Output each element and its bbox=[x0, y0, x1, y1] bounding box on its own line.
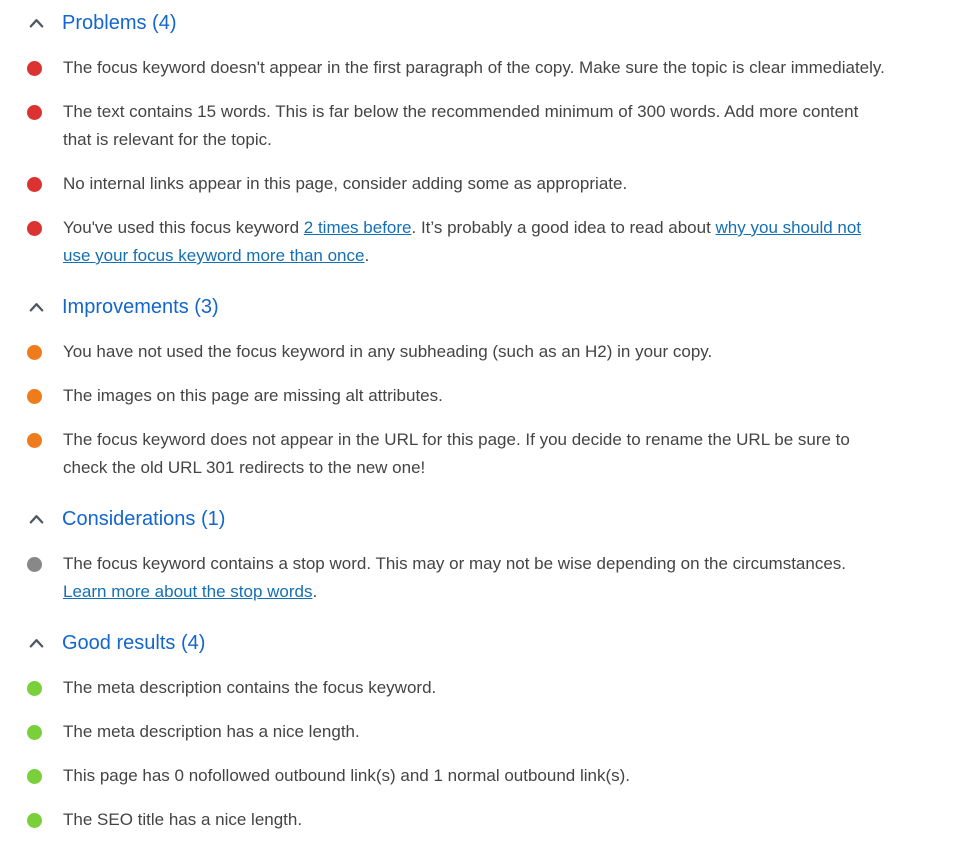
analysis-item bbox=[27, 170, 888, 198]
section-good-results bbox=[27, 630, 888, 834]
chevron-up-icon[interactable] bbox=[27, 510, 46, 529]
chevron-up-icon[interactable] bbox=[27, 14, 46, 33]
section-considerations bbox=[27, 506, 888, 606]
text-segment: The images on this page are missing alt attributes. bbox=[63, 386, 443, 405]
status-bullet-icon bbox=[27, 725, 42, 740]
analysis-item-text bbox=[63, 762, 630, 790]
text-segment: This page has 0 nofollowed outbound link(s) and 1 normal outbound link(s). bbox=[63, 766, 631, 785]
analysis-item-text bbox=[63, 382, 443, 410]
section-title[interactable]: Good results (4) bbox=[62, 632, 206, 654]
status-bullet-icon bbox=[27, 433, 42, 448]
chevron-up-icon[interactable] bbox=[27, 298, 46, 317]
inline-link[interactable]: 2 times before bbox=[303, 218, 412, 237]
status-bullet-icon bbox=[27, 557, 42, 572]
analysis-item-text bbox=[63, 718, 360, 746]
section-header-problems[interactable] bbox=[27, 10, 888, 37]
text-segment: The SEO title has a nice length. bbox=[63, 810, 303, 829]
section-header-improvements[interactable] bbox=[27, 294, 888, 321]
text-segment: The meta description has a nice length. bbox=[63, 722, 360, 741]
section-header-good-results[interactable] bbox=[27, 630, 888, 657]
analysis-item bbox=[27, 426, 888, 482]
analysis-item bbox=[27, 214, 888, 270]
section-title[interactable]: Considerations (1) bbox=[62, 508, 226, 530]
analysis-item-text bbox=[63, 426, 887, 482]
status-bullet-icon bbox=[27, 769, 42, 784]
analysis-item-text bbox=[63, 806, 302, 834]
section-title[interactable]: Improvements (3) bbox=[62, 296, 219, 318]
analysis-item bbox=[27, 382, 888, 410]
status-bullet-icon bbox=[27, 389, 42, 404]
text-segment: You've used this focus keyword bbox=[63, 218, 304, 237]
analysis-item bbox=[27, 718, 888, 746]
status-bullet-icon bbox=[27, 61, 42, 76]
text-segment: . It’s probably a good idea to read about bbox=[411, 218, 716, 237]
section-title[interactable]: Problems (4) bbox=[62, 12, 177, 34]
text-segment: . bbox=[364, 246, 370, 265]
analysis-item bbox=[27, 762, 888, 790]
text-segment: The text contains 15 words. This is far below the recommended minimum of 300 words. Add more content that is relevant for the topic. bbox=[63, 102, 859, 149]
section-header-considerations[interactable] bbox=[27, 506, 888, 533]
status-bullet-icon bbox=[27, 105, 42, 120]
inline-link[interactable]: why you should not use your focus keyword more than once bbox=[63, 218, 862, 265]
analysis-item-text bbox=[63, 338, 712, 366]
status-bullet-icon bbox=[27, 681, 42, 696]
status-bullet-icon bbox=[27, 177, 42, 192]
analysis-item-text bbox=[63, 170, 627, 198]
text-segment: The focus keyword contains a stop word. This may or may not be wise depending on the circumstances. bbox=[63, 554, 847, 573]
chevron-up-icon[interactable] bbox=[27, 634, 46, 653]
analysis-item-text bbox=[63, 54, 885, 82]
analysis-item bbox=[27, 98, 888, 154]
analysis-item-text bbox=[63, 674, 436, 702]
analysis-item-text bbox=[63, 550, 887, 606]
analysis-item bbox=[27, 338, 888, 366]
text-segment: No internal links appear in this page, consider adding some as appropriate. bbox=[63, 174, 628, 193]
analysis-item bbox=[27, 806, 888, 834]
text-segment: You have not used the focus keyword in any subheading (such as an H2) in your copy. bbox=[63, 342, 713, 361]
analysis-item bbox=[27, 550, 888, 606]
section-improvements bbox=[27, 294, 888, 482]
text-segment: The focus keyword doesn't appear in the first paragraph of the copy. Make sure the topic is clear immediately. bbox=[63, 58, 885, 77]
status-bullet-icon bbox=[27, 345, 42, 360]
analysis-item-text bbox=[63, 98, 887, 154]
analysis-item bbox=[27, 54, 888, 82]
text-segment: The focus keyword does not appear in the URL for this page. If you decide to rename the URL be sure to check the old URL 301 redirects to the new one! bbox=[63, 430, 850, 477]
text-segment: . bbox=[312, 582, 318, 601]
analysis-item-text bbox=[63, 214, 887, 270]
analysis-item bbox=[27, 674, 888, 702]
status-bullet-icon bbox=[27, 813, 42, 828]
section-problems bbox=[27, 10, 888, 270]
status-bullet-icon bbox=[27, 221, 42, 236]
text-segment: The meta description contains the focus keyword. bbox=[63, 678, 437, 697]
inline-link[interactable]: Learn more about the stop words bbox=[63, 582, 313, 601]
